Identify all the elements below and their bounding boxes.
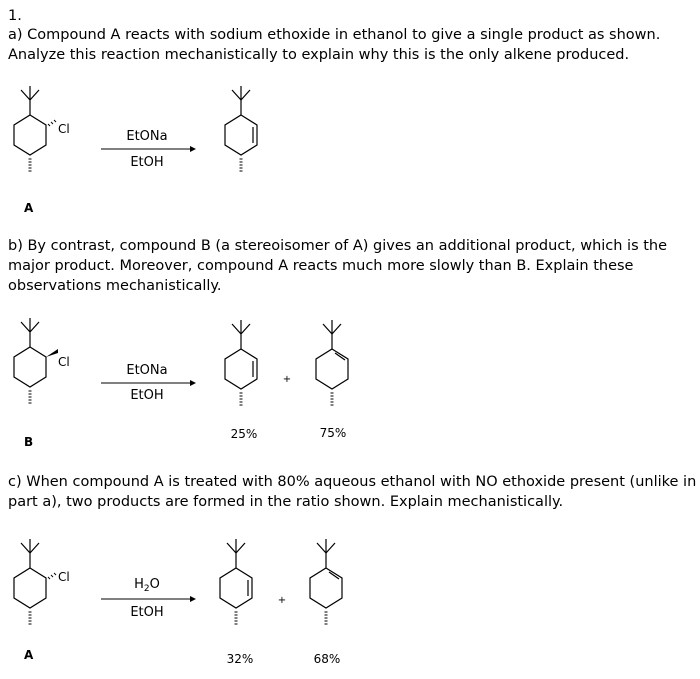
part-c-yield-2: 68% (313, 652, 341, 666)
part-b-yield-1: 25% (230, 427, 258, 441)
part-c-reagent-o: O (149, 577, 160, 592)
part-a-line-1: a) Compound A reacts with sodium ethoxide in ethanol to give a single product as shown. (8, 27, 661, 43)
part-b-product-2 (316, 320, 348, 405)
part-b-line-2: major product. Moreover, compound A reacts much more slowly than B. Explain these (8, 258, 634, 274)
part-c-cl-label: Cl (58, 570, 70, 584)
part-c-product-1 (220, 539, 252, 624)
part-a-arrowhead (190, 146, 196, 152)
part-b-yield-2: 75% (319, 426, 347, 440)
part-b-cl-label: Cl (58, 355, 70, 369)
part-b-line-1: b) By contrast, compound B (a stereoisomer of A) gives an additional product, which is the (8, 238, 668, 254)
part-a-reactant (14, 86, 56, 171)
part-b-arrowhead (190, 380, 196, 386)
question-number-text: 1. (8, 8, 22, 24)
part-c-arrowhead (190, 596, 196, 602)
part-a-reagent: EtONa (126, 129, 168, 144)
part-b-plus: + (282, 374, 292, 385)
part-b-reagent: EtONa (126, 363, 168, 378)
part-b-compound-label: B (24, 435, 34, 449)
part-b-reactant (14, 318, 58, 403)
part-b-solvent: EtOH (130, 388, 164, 403)
part-a-compound-label: A (24, 201, 34, 215)
part-b-product-1 (225, 320, 257, 405)
part-c-line-1: c) When compound A is treated with 80% aqueous ethanol with NO ethoxide present (unlike in (8, 474, 697, 490)
part-a-cl-label: Cl (58, 122, 70, 136)
part-c-reagent-sub: 2 (143, 584, 150, 594)
part-a-solvent: EtOH (130, 155, 164, 170)
part-c-line-2: part a), two products are formed in the ratio shown. Explain mechanistically. (8, 494, 564, 510)
part-c-product-2 (310, 539, 342, 624)
part-c-compound-label: A (24, 648, 34, 662)
part-c-reagent-h: H (134, 577, 144, 592)
part-a-product (225, 86, 257, 171)
part-c-plus: + (277, 595, 287, 606)
part-c-reactant (14, 539, 56, 624)
part-c-solvent: EtOH (130, 605, 164, 620)
part-a-line-2: Analyze this reaction mechanistically to explain why this is the only alkene produced. (8, 47, 630, 63)
part-b-line-3: observations mechanistically. (8, 278, 222, 294)
part-c-reagent (134, 577, 160, 594)
part-c-yield-1: 32% (226, 652, 254, 666)
